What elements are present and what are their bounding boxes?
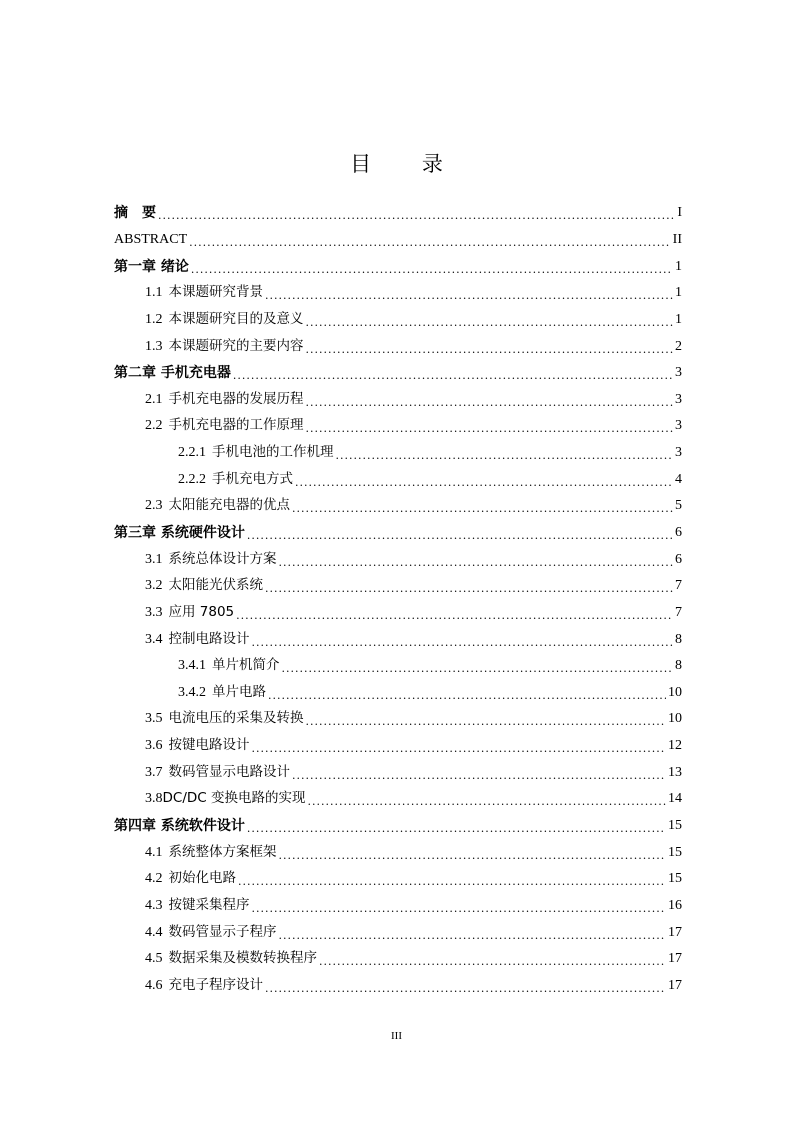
toc-entry-text: 系统总体设计方案 xyxy=(168,550,277,567)
toc-entry-text: 系统整体方案框架 xyxy=(168,843,277,860)
toc-entry[interactable] xyxy=(114,333,682,360)
toc-entry-label xyxy=(145,976,263,993)
toc-entry-text: 电流电压的采集及转换 xyxy=(168,710,304,727)
toc-entry-page: 6 xyxy=(675,551,682,567)
toc-entry-label xyxy=(145,712,304,726)
toc-entry[interactable] xyxy=(114,813,682,840)
toc-dot-leader xyxy=(265,583,673,597)
toc-entry-page: 14 xyxy=(668,791,682,807)
toc-entry[interactable] xyxy=(114,893,682,920)
toc-entry-page: 6 xyxy=(675,525,682,540)
toc-dot-leader xyxy=(189,237,671,251)
toc-entry-number: 2.1 xyxy=(145,391,163,407)
toc-entry-page: 5 xyxy=(675,498,682,514)
toc-entry-label xyxy=(145,603,235,620)
toc-entry-label xyxy=(145,896,250,913)
toc-entry-page: 15 xyxy=(668,844,682,860)
toc-entry-number: 2.2 xyxy=(145,418,163,434)
toc-entry-page: 1 xyxy=(675,285,682,301)
toc-entry[interactable] xyxy=(114,520,682,547)
toc-entry-label xyxy=(145,923,277,940)
toc-entry[interactable] xyxy=(114,227,682,254)
toc-entry-page: 7 xyxy=(675,578,682,594)
toc-entry-page: 13 xyxy=(668,764,682,780)
toc-entry-label xyxy=(114,233,187,247)
toc-entry[interactable] xyxy=(114,413,682,440)
toc-entry-text: 第一章 绪论 xyxy=(114,258,189,275)
toc-dot-leader xyxy=(295,477,673,491)
toc-entry-number: 3.4.2 xyxy=(178,684,206,700)
toc-entry[interactable] xyxy=(114,626,682,653)
toc-entry-page: 2 xyxy=(675,338,682,354)
toc-entry-label xyxy=(145,419,304,433)
toc-dot-leader xyxy=(306,317,674,331)
toc-dot-leader xyxy=(247,530,673,544)
toc-entry-text: 手机电池的工作机理 xyxy=(212,444,334,461)
toc-entry-label xyxy=(114,819,245,833)
toc-dot-leader xyxy=(265,290,673,304)
toc-entry-number: 4.5 xyxy=(145,951,163,967)
toc-entry-number: 2.3 xyxy=(145,498,163,514)
toc-entry[interactable] xyxy=(114,386,682,413)
toc-entry-text: 第四章 系统软件设计 xyxy=(114,818,245,835)
toc-entry-page: 7 xyxy=(675,604,682,620)
toc-entry-text: 本课题研究的主要内容 xyxy=(168,337,304,354)
toc-entry-text: 按键电路设计 xyxy=(168,737,250,754)
toc-dot-leader xyxy=(279,930,667,944)
toc-entry[interactable] xyxy=(114,440,682,467)
toc-entry-text: 第三章 系统硬件设计 xyxy=(114,525,245,541)
toc-entry-number: 3.2 xyxy=(145,578,163,594)
toc-entry-label xyxy=(145,739,250,753)
toc-entry-page: 4 xyxy=(675,471,682,487)
toc-entry-number: 1.1 xyxy=(145,285,163,301)
toc-entry-number: 3.6 xyxy=(145,738,163,754)
toc-entry[interactable] xyxy=(114,307,682,334)
toc-entry[interactable] xyxy=(114,786,682,813)
toc-entry-number: 3.4.1 xyxy=(178,658,206,674)
toc-entry-number: 3.7 xyxy=(145,764,163,780)
toc-entry-page: 16 xyxy=(668,897,682,913)
toc-entry-page: 3 xyxy=(675,391,682,407)
toc-entry-page: 3 xyxy=(675,445,682,461)
toc-entry-number: 4.3 xyxy=(145,897,163,913)
toc-entry-label xyxy=(178,446,334,460)
toc-entry-label xyxy=(145,763,290,780)
toc-entry-text: 手机充电方式 xyxy=(212,470,293,487)
toc-entry-label xyxy=(114,366,231,380)
toc-entry-text: 控制电路设计 xyxy=(168,630,250,647)
toc-entry-page: 17 xyxy=(668,977,682,993)
toc-dot-leader xyxy=(307,796,666,810)
toc-dot-leader xyxy=(292,503,673,517)
toc-entry-label xyxy=(178,683,266,700)
toc-entry[interactable] xyxy=(114,573,682,600)
toc-entry-label xyxy=(145,792,305,806)
toc-entry-label xyxy=(145,579,263,593)
toc-entry[interactable] xyxy=(114,733,682,760)
toc-entry-page: 17 xyxy=(668,924,682,940)
toc-entry-number: 4.1 xyxy=(145,844,163,860)
toc-dot-leader xyxy=(292,770,666,784)
toc-dot-leader xyxy=(252,903,667,917)
toc-entry-text: 数码管显示电路设计 xyxy=(168,763,290,780)
toc-entry[interactable] xyxy=(114,546,682,573)
toc-entry[interactable] xyxy=(114,493,682,520)
toc-entry-label xyxy=(145,286,263,300)
toc-entry-number: 3.1 xyxy=(145,551,163,567)
toc-entry-page: 10 xyxy=(668,711,682,727)
toc-entry-page: 10 xyxy=(668,684,682,700)
toc-entry-label xyxy=(114,206,156,220)
toc-entry[interactable] xyxy=(114,360,682,387)
toc-entry-page: 15 xyxy=(668,871,682,887)
toc-entry-text: 手机充电器的工作原理 xyxy=(168,417,304,434)
toc-entry-label xyxy=(145,499,290,513)
toc-entry-text: 太阳能充电器的优点 xyxy=(168,497,290,514)
toc-entry-text: 单片电路 xyxy=(212,683,266,700)
toc-entry-label xyxy=(145,952,317,966)
toc-entry-text: 应用 7805 xyxy=(168,603,235,620)
toc-entry-page: 8 xyxy=(675,631,682,647)
toc-dot-leader xyxy=(265,983,666,997)
page-title: 目 录 xyxy=(350,152,465,176)
toc-entry-number: 3.3 xyxy=(145,604,163,620)
toc-entry-label xyxy=(114,526,245,540)
toc-entry-label xyxy=(145,310,304,327)
toc-entry-label xyxy=(145,872,236,886)
toc-entry-text: 本课题研究目的及意义 xyxy=(168,310,304,327)
toc-entry[interactable] xyxy=(114,200,682,227)
toc-entry-label xyxy=(145,337,304,354)
toc-entry-page: 12 xyxy=(668,738,682,754)
toc-dot-leader xyxy=(306,716,667,730)
toc-entry-page: I xyxy=(677,205,682,221)
toc-dot-leader xyxy=(238,876,666,890)
toc-entry-number: 4.6 xyxy=(145,977,163,993)
toc-entry-label xyxy=(145,550,277,567)
toc-entry-text: 太阳能光伏系统 xyxy=(168,577,263,594)
toc-entry-text: 单片机简介 xyxy=(212,657,280,674)
toc-entry-number: 3.4 xyxy=(145,631,163,647)
toc-entry-text: 充电子程序设计 xyxy=(168,976,263,993)
toc-entry-label xyxy=(145,390,304,407)
page-number: III xyxy=(391,1030,402,1042)
toc-dot-leader xyxy=(252,637,674,651)
toc-entry[interactable] xyxy=(114,253,682,280)
toc-entry-text: 第二章 手机充电器 xyxy=(114,365,231,382)
toc-entry[interactable] xyxy=(114,919,682,946)
toc-entry-number: 4.2 xyxy=(145,871,163,887)
toc-entry[interactable] xyxy=(114,680,682,707)
toc-entry[interactable] xyxy=(114,973,682,1000)
toc-dot-leader xyxy=(247,823,666,837)
toc-entry-page: 3 xyxy=(675,418,682,434)
toc-entry-label xyxy=(145,630,250,647)
toc-entry-number: 3.5 xyxy=(145,711,163,727)
toc-entry-number: 1.2 xyxy=(145,311,163,327)
toc-entry-text: DC/DC 变换电路的实现 xyxy=(162,790,306,807)
toc-entry-number: 4.4 xyxy=(145,924,163,940)
toc-dot-leader xyxy=(282,663,674,677)
toc-entry[interactable] xyxy=(114,706,682,733)
toc-entry-page: 1 xyxy=(675,311,682,327)
toc-entry-label xyxy=(114,260,189,274)
toc-entry-number: 1.3 xyxy=(145,338,163,354)
toc-entry-label xyxy=(178,470,293,487)
toc-entry-text: 数码管显示子程序 xyxy=(168,923,277,940)
toc-dot-leader xyxy=(158,210,675,224)
toc-entry-text: ABSTRACT xyxy=(114,231,188,247)
toc-entry-text: 摘 要 xyxy=(114,205,156,222)
toc-entry-page: II xyxy=(672,231,682,247)
toc-entry[interactable] xyxy=(114,839,682,866)
toc-entry-number: 2.2.1 xyxy=(178,445,206,461)
toc-entry-number: 2.2.2 xyxy=(178,471,206,487)
toc-entry-page: 15 xyxy=(668,818,682,834)
toc-dot-leader xyxy=(306,397,674,411)
toc-entry-text: 手机充电器的发展历程 xyxy=(168,390,304,407)
toc-entry[interactable] xyxy=(114,653,682,680)
toc-entry-text: 数据采集及模数转换程序 xyxy=(168,950,317,967)
toc-entry[interactable] xyxy=(114,866,682,893)
toc-entry-page: 3 xyxy=(675,365,682,381)
toc-entry-text: 初始化电路 xyxy=(168,870,236,887)
toc-dot-leader xyxy=(268,690,666,704)
toc-entry-page: 1 xyxy=(675,258,682,274)
toc-dot-leader xyxy=(319,956,666,970)
toc-dot-leader xyxy=(236,610,673,624)
toc-dot-leader xyxy=(336,450,674,464)
toc-dot-leader xyxy=(252,743,667,757)
toc-entry-page: 8 xyxy=(675,658,682,674)
toc-entry[interactable] xyxy=(114,946,682,973)
toc-dot-leader xyxy=(306,344,674,358)
toc-dot-leader xyxy=(279,557,674,571)
toc-entry-label xyxy=(178,659,280,673)
toc-entry-label xyxy=(145,843,277,860)
toc-entry-text: 按键采集程序 xyxy=(168,896,250,913)
toc-entry[interactable] xyxy=(114,759,682,786)
toc-entry-number: 3.8 xyxy=(145,791,163,807)
toc-dot-leader xyxy=(279,850,667,864)
table-of-contents xyxy=(114,200,682,999)
toc-entry-text: 本课题研究背景 xyxy=(168,284,263,301)
toc-dot-leader xyxy=(191,264,673,278)
toc-entry[interactable] xyxy=(114,280,682,307)
toc-dot-leader xyxy=(306,423,674,437)
toc-entry[interactable] xyxy=(114,600,682,627)
toc-entry-page: 17 xyxy=(668,951,682,967)
toc-entry[interactable] xyxy=(114,466,682,493)
toc-dot-leader xyxy=(233,370,673,384)
